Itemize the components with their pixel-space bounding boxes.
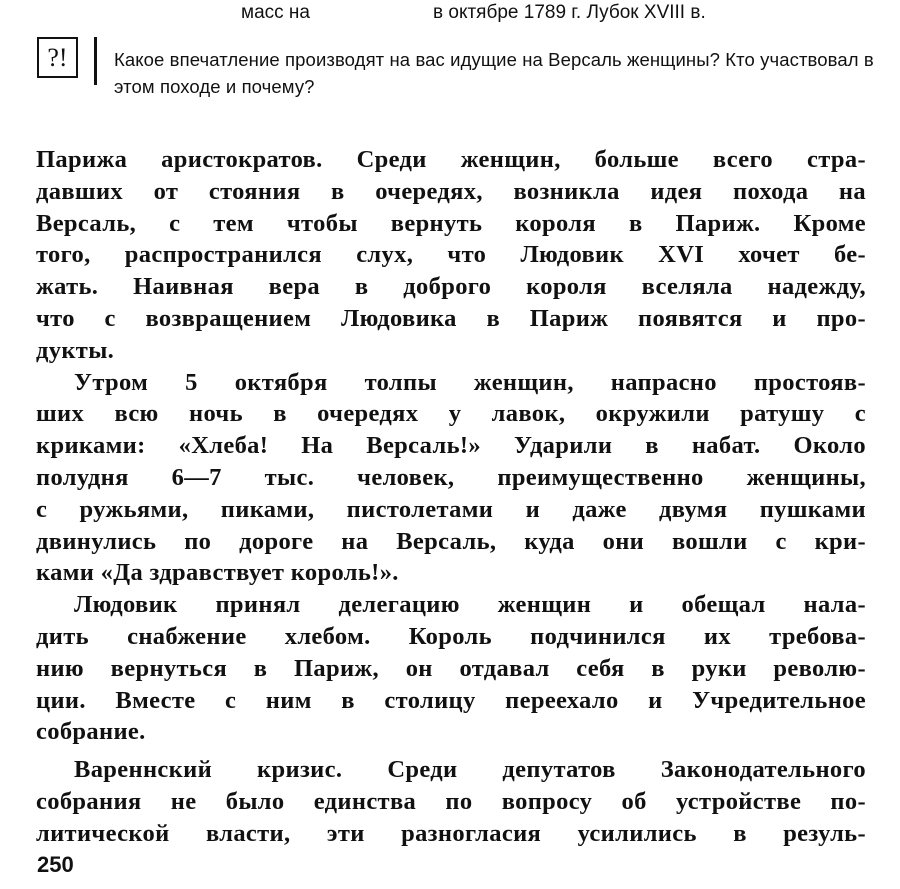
text-line: с ружьями, пиками, пистолетами и даже двумя пушками [36, 495, 866, 523]
text-line: давших от стояния в очередях, возникла идея похода на [36, 177, 866, 205]
illustration-caption [0, 0, 900, 30]
paragraph-2 [36, 367, 866, 590]
section-heading: Вареннский кризис. [74, 756, 343, 784]
text-line: литической власти, эти разногласия усилились в резуль- [36, 819, 866, 847]
paragraph-4 [36, 754, 866, 849]
text-line [36, 754, 866, 786]
text-line: собрание. [36, 718, 146, 746]
paragraph-1 [36, 144, 866, 367]
text-line: того, распространился слух, что Людовик XVI хочет бе- [36, 241, 866, 269]
text-line: Версаль, с тем чтобы вернуть короля в Париж. Кроме [36, 209, 866, 237]
text-line: двинулись по дороге на Версаль, куда они вошли с кри- [36, 527, 866, 555]
paragraph-3 [36, 589, 866, 748]
text-line: ками «Да здравствует король!». [36, 559, 399, 587]
text-line: дить снабжение хлебом. Король подчинился их требова- [36, 622, 866, 650]
text-line: дукты. [36, 336, 115, 364]
text-line: собрания не было единства по вопросу об устройстве по- [36, 787, 866, 815]
question-text: Какое впечатление производят на вас идущие на Версаль женщины? Кто участвовал в этом походе и почему? [114, 49, 874, 97]
text-line: Парижа аристократов. Среди женщин, больше всего стра- [36, 146, 866, 173]
question-divider [94, 37, 97, 85]
caption-right-fragment: в октябре 1789 г. Лубок XVIII в. [433, 2, 706, 23]
question-icon: ?! [37, 37, 78, 78]
text-line: Утром 5 октября толпы женщин, напрасно простояв- [74, 368, 866, 396]
text-line: Людовик принял делегацию женщин и обещал нала- [74, 591, 866, 619]
main-text [36, 144, 866, 850]
text-line: ции. Вместе с ним в столицу переехало и Учредительное [36, 686, 866, 714]
page-number: 250 [37, 852, 74, 877]
text-line: криками: «Хлеба! На Версаль!» Ударили в набат. Около [36, 432, 866, 460]
heading-line-rest: Среди депутатов Законодательного [387, 756, 866, 784]
text-line: что с возвращением Людовика в Париж появятся и про- [36, 304, 866, 332]
text-line: полудня 6—7 тыс. человек, преимущественно женщины, [36, 463, 866, 491]
caption-left-fragment: масс на [241, 2, 310, 23]
text-line: жать. Наивная вера в доброго короля вселяла надежду, [36, 273, 866, 301]
text-line: нию вернуться в Париж, он отдавал себя в руки револю- [36, 654, 866, 682]
text-line: ших всю ночь в очередях у лавок, окружили ратушу с [36, 400, 866, 428]
